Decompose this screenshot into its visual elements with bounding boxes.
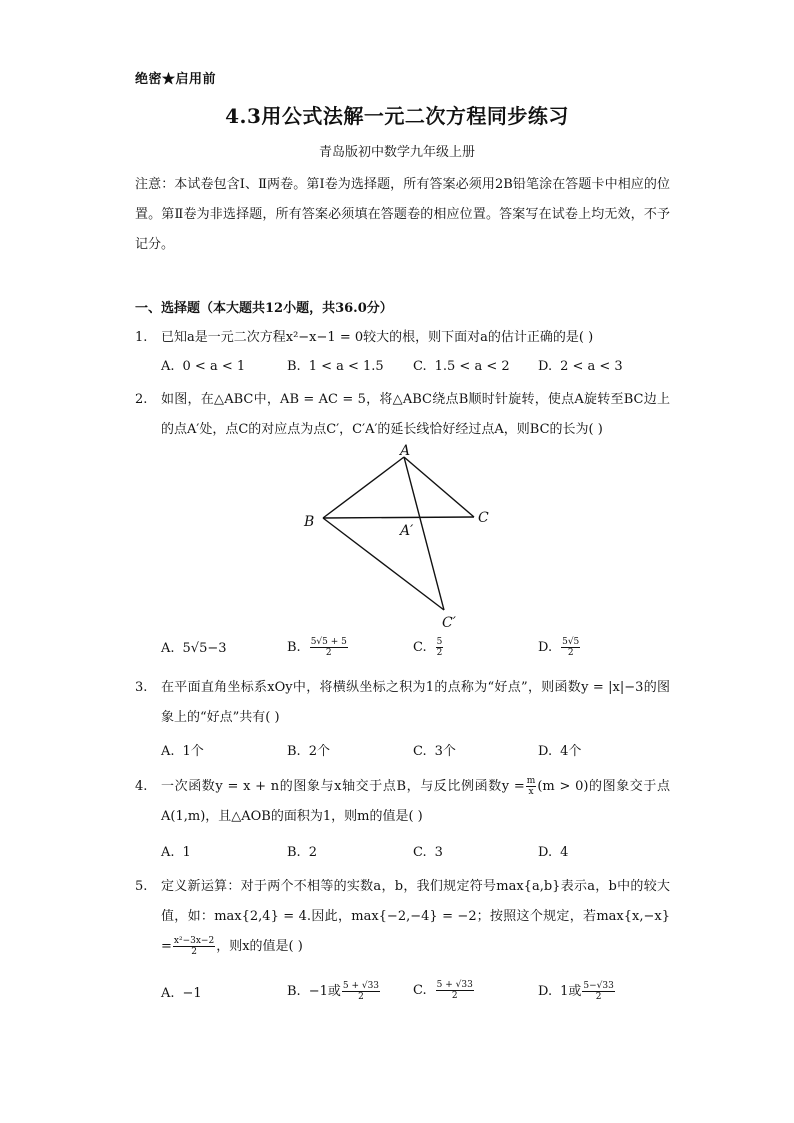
question-text: 已知a是一元二次方程x²−x−1 = 0较大的根，则下面对a的估计正确的是( ) <box>161 330 594 345</box>
segment-bc-prime <box>323 518 444 610</box>
label-a: A <box>400 443 411 459</box>
option-a[interactable]: A. 0 < a < 1 <box>161 359 246 374</box>
question-number: 4. <box>135 779 148 794</box>
label-c-prime: C′ <box>442 615 456 631</box>
question-text: 一次函数y = x + n的图象与x轴交于点B，与反比例函数y = $\frac{m}{x}$ (m > 0)的图象交于点A(1,m)，且△AOB的面积为1，则m的值是( ) <box>161 776 670 824</box>
secret-mark: 绝密★启用前 <box>135 72 217 87</box>
question-2 <box>135 385 670 445</box>
label-b: B <box>304 514 315 530</box>
option-a[interactable]: A. 5√5−3 <box>161 641 227 656</box>
question-number: 1. <box>135 330 148 345</box>
label-a-prime: A′ <box>400 523 414 539</box>
option-c[interactable]: C. $\frac{5}{2}$ <box>413 637 443 658</box>
option-d[interactable]: D. 4 <box>538 845 569 860</box>
question-number: 2. <box>135 392 148 407</box>
segment-ba <box>323 457 404 518</box>
option-a[interactable]: A. 1个 <box>161 744 204 759</box>
label-c: C <box>478 510 489 526</box>
option-d[interactable]: D. 4个 <box>538 744 582 759</box>
question-3 <box>135 673 670 733</box>
question-number: 3. <box>135 680 148 695</box>
option-c[interactable]: C. 1.5 < a < 2 <box>413 359 510 374</box>
option-c[interactable]: C. $\frac{5 + √33}{2}$ <box>413 980 473 1001</box>
option-c[interactable]: C. 3个 <box>413 744 456 759</box>
question-text: 定义新运算：对于两个不相等的实数a，b，我们规定符号max{a,b}表示a，b中的较大值，如：max{2,4} = 4.因此，max{−2,−4} = −2；按照这个规定，若max{x,−x} = $\frac{\text{x²−3x−2}}{2}$ ，则x的值是( ) <box>161 879 670 957</box>
triangle-figure <box>290 440 510 635</box>
option-a[interactable]: A. 1 <box>161 845 191 860</box>
option-b[interactable]: B. 2 <box>287 845 317 860</box>
option-d[interactable]: D. 2 < a < 3 <box>538 359 623 374</box>
segment-bc <box>323 517 474 518</box>
option-b[interactable]: B. 2个 <box>287 744 330 759</box>
option-c[interactable]: C. 3 <box>413 845 443 860</box>
option-b[interactable]: B. 1 < a < 1.5 <box>287 359 384 374</box>
question-5 <box>135 872 670 962</box>
section-title: 一、选择题（本大题共12小题，共36.0分） <box>135 301 393 316</box>
page-title: 4.3用公式法解一元二次方程同步练习 <box>225 104 569 128</box>
option-b[interactable]: B. $\frac{5√5 + 5}{2}$ <box>287 637 347 658</box>
option-a[interactable]: A. −1 <box>161 986 202 1001</box>
question-1 <box>135 323 670 353</box>
exam-notice: 注意：本试卷包含Ⅰ、Ⅱ两卷。第Ⅰ卷为选择题，所有答案必须用2B铅笔涂在答题卡中相应的位置。第Ⅱ卷为非选择题，所有答案必须填在答题卷的相应位置。答案写在试卷上均无效，不予记分。 <box>135 177 670 252</box>
page-subtitle: 青岛版初中数学九年级上册 <box>318 145 475 160</box>
question-text: 在平面直角坐标系xOy中，将横纵坐标之积为1的点称为“好点”，则函数y = |x|−3的图象上的“好点”共有( ) <box>161 680 670 725</box>
segment-ac <box>404 457 474 517</box>
question-4 <box>135 772 670 832</box>
option-b[interactable]: B. −1或 $\frac{5 + √33}{2}$ <box>287 981 380 1002</box>
option-d[interactable]: D. $\frac{5√5}{2}$ <box>538 637 580 658</box>
question-number: 5. <box>135 879 148 894</box>
option-d[interactable]: D. 1或 $\frac{5-√33}{2}$ <box>538 981 614 1002</box>
question-text: 如图，在△ABC中，AB = AC = 5，将△ABC绕点B顺时针旋转，使点A旋转至BC边上的点A′处，点C的对应点为点C′，C′A′的延长线恰好经过点A，则BC的长为( ) <box>161 392 670 437</box>
